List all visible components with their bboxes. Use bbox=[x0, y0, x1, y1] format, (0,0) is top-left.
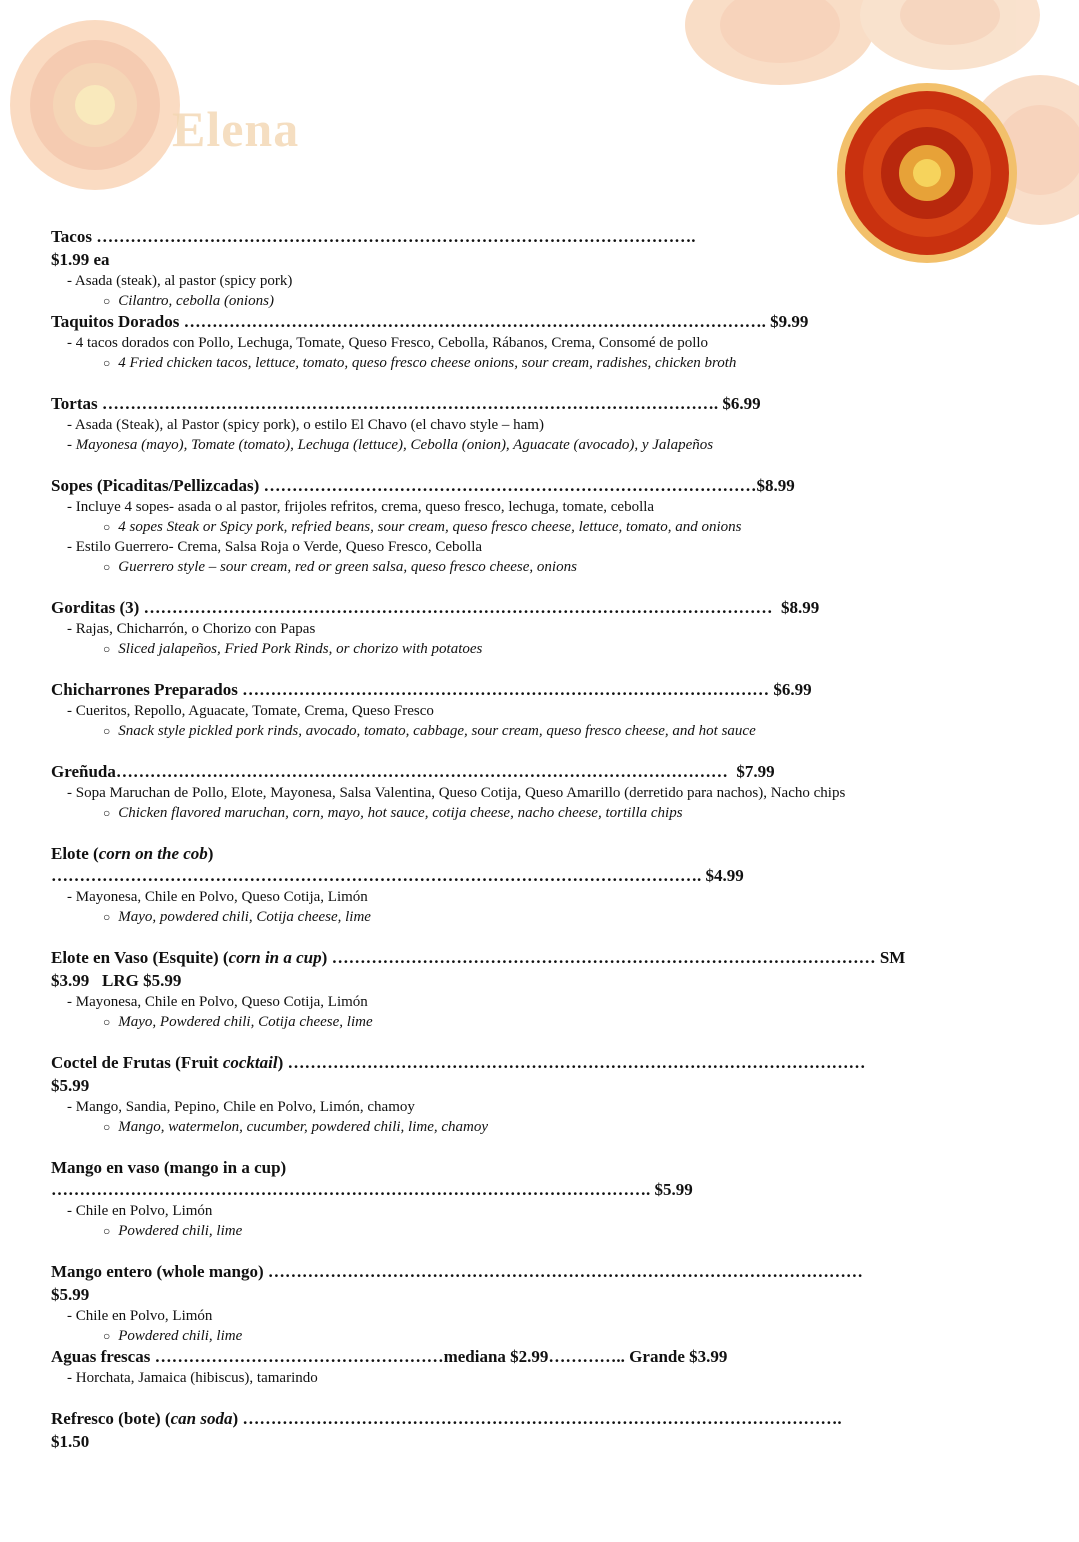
item-name-english: corn in a cup bbox=[228, 948, 322, 967]
item-name: Elote bbox=[51, 844, 89, 863]
menu-item-taquitos-dorados bbox=[51, 311, 1041, 373]
item-translation: Powdered chili, lime bbox=[118, 1328, 243, 1344]
menu-item-mango-entero bbox=[51, 1261, 1041, 1346]
item-description: - Chile en Polvo, Limón bbox=[67, 1203, 213, 1219]
item-name: Aguas frescas bbox=[51, 1347, 151, 1366]
dot-leader: ………………………………………………………………………………………… bbox=[287, 1053, 866, 1072]
item-translation: Mayo, powdered chili, Cotija cheese, lime bbox=[118, 909, 371, 925]
item-translation: 4 sopes Steak or Spicy pork, refried beans, sour cream, queso fresco cheese, lettuce, tomato, and onions bbox=[118, 519, 742, 535]
circle-bullet-icon: ○ bbox=[103, 1329, 111, 1343]
item-translation: Chicken flavored maruchan, corn, mayo, hot sauce, cotija cheese, nacho cheese, tortilla chips bbox=[118, 805, 683, 821]
dot-leader: …………………………………………………………………………………………. bbox=[183, 312, 766, 331]
item-description: - Horchata, Jamaica (hibiscus), tamarindo bbox=[67, 1370, 318, 1386]
item-description: - Mayonesa (mayo), Tomate (tomato), Lechuga (lettuce), Cebolla (onion), Aguacate (avocado), y Jalapeños bbox=[67, 437, 714, 453]
item-price: $6.99 bbox=[773, 680, 812, 699]
item-translation: Sliced jalapeños, Fried Pork Rinds, or chorizo with potatoes bbox=[118, 641, 483, 657]
item-translation: Mayo, Powdered chili, Cotija cheese, lime bbox=[118, 1014, 373, 1030]
circle-bullet-icon: ○ bbox=[103, 724, 111, 738]
dot-leader: …………………………………………………………………………………… bbox=[331, 948, 876, 967]
item-name: Refresco (bote) bbox=[51, 1409, 161, 1428]
menu-item-sopes bbox=[51, 475, 1041, 577]
circle-bullet-icon: ○ bbox=[103, 1120, 111, 1134]
marigold-flower-left bbox=[0, 0, 200, 200]
dot-leader: ……………………………………………………………………………………………. bbox=[242, 1409, 842, 1428]
item-name: Sopes (Picaditas/Pellizcadas) bbox=[51, 476, 260, 495]
dot-leader: ………….. bbox=[548, 1347, 625, 1366]
item-description: - Rajas, Chicharrón, o Chorizo con Papas bbox=[67, 621, 316, 637]
item-translation: Cilantro, cebolla (onions) bbox=[118, 293, 274, 309]
item-name-english: can soda bbox=[170, 1409, 233, 1428]
price-medium: mediana $2.99 bbox=[443, 1347, 549, 1366]
dot-leader: …………………………………………………………………………………………… bbox=[267, 1262, 863, 1281]
item-name-english: cocktail bbox=[222, 1053, 278, 1072]
dot-leader: ……………………………………………………………………………………………………. bbox=[51, 866, 702, 885]
item-description: - Estilo Guerrero- Crema, Salsa Roja o Verde, Queso Fresco, Cebolla bbox=[67, 539, 483, 555]
item-price: $5.99 bbox=[51, 1285, 90, 1304]
item-name: Greñuda bbox=[51, 762, 116, 781]
item-description: - 4 tacos dorados con Pollo, Lechuga, Tomate, Queso Fresco, Cebolla, Rábanos, Crema, Consomé de pollo bbox=[67, 335, 709, 351]
item-translation: Mango, watermelon, cucumber, powdered chili, lime, chamoy bbox=[118, 1119, 489, 1135]
item-description: - Sopa Maruchan de Pollo, Elote, Mayonesa, Salsa Valentina, Queso Cotija, Queso Amarillo (derretido para nachos), Nacho chips bbox=[67, 785, 846, 801]
item-description: - Chile en Polvo, Limón bbox=[67, 1308, 213, 1324]
circle-bullet-icon: ○ bbox=[103, 520, 111, 534]
item-description: - Mayonesa, Chile en Polvo, Queso Cotija, Limón bbox=[67, 994, 368, 1010]
circle-bullet-icon: ○ bbox=[103, 356, 111, 370]
dot-leader: ………………………………………………………………………………………………. bbox=[101, 394, 719, 413]
circle-bullet-icon: ○ bbox=[103, 642, 111, 656]
item-price: $5.99 bbox=[654, 1180, 693, 1199]
item-description: - Cueritos, Repollo, Aguacate, Tomate, Crema, Queso Fresco bbox=[67, 703, 434, 719]
item-description: - Mango, Sandia, Pepino, Chile en Polvo, Limón, chamoy bbox=[67, 1099, 415, 1115]
menu-item-gorditas bbox=[51, 597, 1041, 659]
item-price: $7.99 bbox=[736, 762, 775, 781]
item-name: Chicharrones Preparados bbox=[51, 680, 238, 699]
menu-item-mango-en-vaso bbox=[51, 1157, 1041, 1241]
dot-leader: …………………………………………… bbox=[154, 1347, 444, 1366]
price-large: Grande $3.99 bbox=[629, 1347, 728, 1366]
item-price: $6.99 bbox=[722, 394, 761, 413]
item-name-english: corn on the cob bbox=[98, 844, 208, 863]
circle-bullet-icon: ○ bbox=[103, 560, 111, 574]
item-price: $1.50 bbox=[51, 1432, 90, 1451]
item-name: Gorditas (3) bbox=[51, 598, 140, 617]
item-description: - Asada (Steak), al Pastor (spicy pork), o estilo El Chavo (el chavo style – ham) bbox=[67, 417, 544, 433]
item-description: - Incluye 4 sopes- asada o al pastor, frijoles refritos, crema, queso fresco, lechuga, tomate, cebolla bbox=[67, 499, 655, 515]
circle-bullet-icon: ○ bbox=[103, 294, 111, 308]
item-name: Mango en vaso (mango in a cup) bbox=[51, 1158, 287, 1177]
dot-leader: ……………………………………………………………………………………………. bbox=[96, 227, 696, 246]
item-price: $8.99 bbox=[756, 476, 795, 495]
circle-bullet-icon: ○ bbox=[103, 1224, 111, 1238]
restaurant-name-watermark: Elena bbox=[172, 101, 300, 157]
circle-bullet-icon: ○ bbox=[103, 910, 111, 924]
menu-item-refresco: Refresco (bote) (can soda) ……………………………………………………………………………………………. $1.50 bbox=[51, 1408, 1041, 1453]
item-price: $9.99 bbox=[770, 312, 809, 331]
menu-item-elote-en-vaso: Elote en Vaso (Esquite) (corn in a cup) …………………………………………………………………………………… SM $3.99 LRG $5.99 - Mayonesa, Chile en Polvo, Queso Cotija, Limón ○ Mayo, Powdered chili, Cotija cheese, lime bbox=[51, 947, 1041, 1032]
item-name: Tacos bbox=[51, 227, 92, 246]
item-name: Mango entero (whole mango) bbox=[51, 1262, 264, 1281]
circle-bullet-icon: ○ bbox=[103, 806, 111, 820]
item-name: Tortas bbox=[51, 394, 98, 413]
dot-leader: ……………………………………………………………………………………………. bbox=[51, 1180, 651, 1199]
item-translation: Powdered chili, lime bbox=[118, 1223, 243, 1239]
item-price: $4.99 bbox=[705, 866, 744, 885]
item-name: Elote en Vaso (Esquite) bbox=[51, 948, 219, 967]
item-price: $5.99 bbox=[51, 1076, 90, 1095]
menu-item-tacos bbox=[51, 226, 1041, 311]
item-translation: 4 Fried chicken tacos, lettuce, tomato, queso fresco cheese onions, sour cream, radishes, chicken broth bbox=[118, 355, 737, 371]
menu-item-grenuda bbox=[51, 761, 1041, 823]
circle-bullet-icon: ○ bbox=[103, 1015, 111, 1029]
item-translation: Guerrero style – sour cream, red or green salsa, queso fresco cheese, onions bbox=[118, 559, 577, 575]
menu-item-elote: Elote (corn on the cob) ……………………………………………………………………………………………………. $4.99 - Mayonesa, Chile en Polvo, Queso Cotija, Limón ○ Mayo, powdered chili, Cotija cheese, lime bbox=[51, 843, 1041, 927]
item-description: - Asada (steak), al pastor (spicy pork) bbox=[67, 273, 293, 289]
dot-leader: ………………………………………………………………………………… bbox=[242, 680, 770, 699]
size-label-small: SM bbox=[879, 948, 906, 967]
item-price: $1.99 ea bbox=[51, 250, 110, 269]
menu-item-aguas-frescas bbox=[51, 1346, 1041, 1388]
dot-leader: ……………………………………………………………………………………………… bbox=[115, 762, 728, 781]
item-translation: Snack style pickled pork rinds, avocado, tomato, cabbage, sour cream, queso fresco cheese, and hot sauce bbox=[118, 723, 756, 739]
item-price: $3.99 LRG $5.99 bbox=[51, 971, 182, 990]
item-price: $8.99 bbox=[781, 598, 820, 617]
item-description: - Mayonesa, Chile en Polvo, Queso Cotija, Limón bbox=[67, 889, 368, 905]
dot-leader: …………………………………………………………………………… bbox=[263, 476, 757, 495]
item-name: Coctel de Frutas (Fruit bbox=[51, 1053, 219, 1072]
dot-leader: ………………………………………………………………………………………………… bbox=[143, 598, 773, 617]
menu-item-chicharrones-preparados bbox=[51, 679, 1041, 741]
menu-item-tortas bbox=[51, 393, 1041, 455]
menu-list bbox=[51, 226, 1041, 1453]
menu-item-coctel-de-frutas: Coctel de Frutas (Fruit cocktail) ………………………………………………………………………………………… $5.99 - Mango, Sandia, Pepino, Chile en Polvo, Limón, chamoy ○ Mango, watermelon, cucumber, powdered chili, lime, chamoy bbox=[51, 1052, 1041, 1137]
item-name: Taquitos Dorados bbox=[51, 312, 180, 331]
